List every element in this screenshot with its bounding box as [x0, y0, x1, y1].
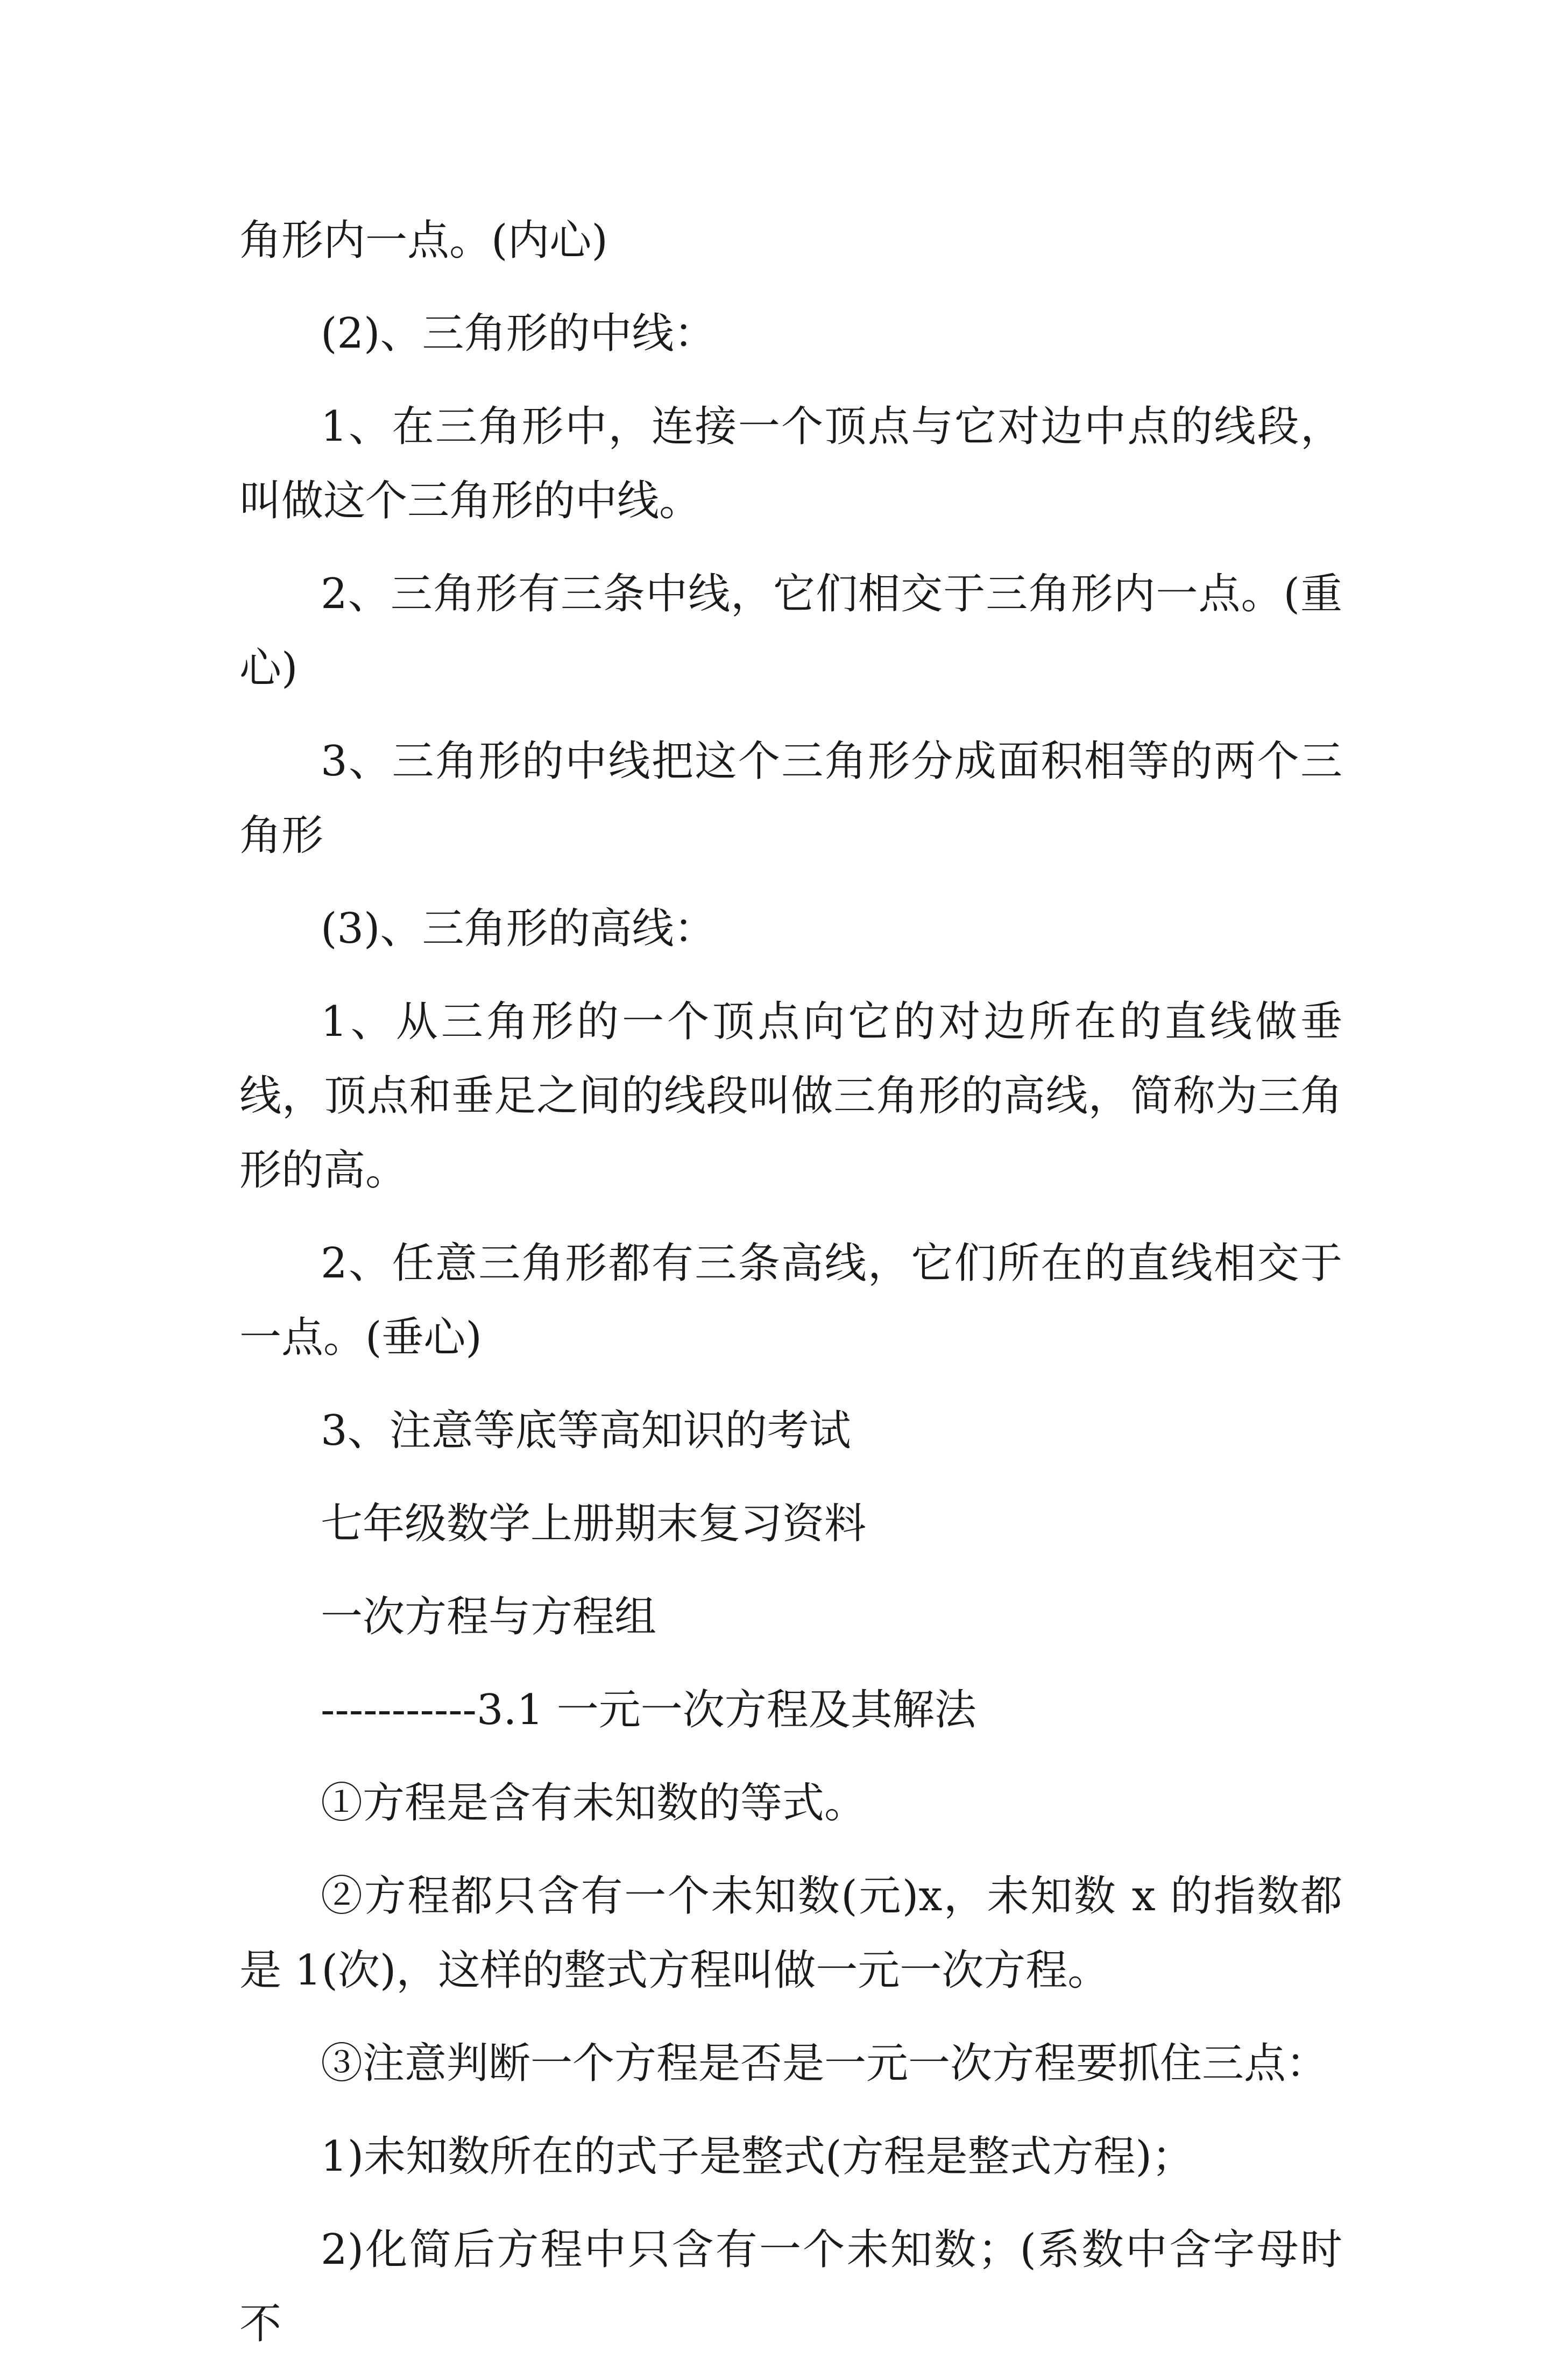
paragraph-9: 3、注意等底等高知识的考试 [321, 1407, 851, 1455]
paragraph-6: (3)、三角形的高线： [321, 905, 716, 953]
paragraph-7: 1、从三角形的一个顶点向它的对边所在的直线做垂线，顶点和垂足之间的线段叫做三角形的高线，简称为三角形的高。 [239, 998, 1342, 1195]
paragraph-5: 3、三角形的中线把这个三角形分成面积相等的两个三角形 [239, 737, 1342, 860]
paragraph-13: ①方程是含有未知数的等式。 [321, 1779, 867, 1827]
paragraph-4: 2、三角形有三条中线，它们相交于三角形内一点。(重心) [239, 570, 1342, 693]
paragraph-10: 七年级数学上册期末复习资料 [321, 1500, 867, 1548]
document-body [239, 203, 1342, 2380]
paragraph-8: 2、任意三角形都有三条高线，它们所在的直线相交于一点。(垂心) [239, 1239, 1342, 1362]
paragraph-1: 角形内一点。(内心) [239, 216, 608, 265]
paragraph-16: 1)未知数所在的式子是整式(方程是整式方程)； [321, 2132, 1194, 2181]
paragraph-17: 2)化简后方程中只含有一个未知数；(系数中含字母时不 [239, 2226, 1342, 2348]
paragraph-15: ③注意判断一个方程是否是一元一次方程要抓住三点： [321, 2039, 1328, 2088]
paragraph-11: 一次方程与方程组 [321, 1593, 657, 1641]
paragraph-3: 1、在三角形中，连接一个顶点与它对边中点的线段，叫做这个三角形的中线。 [239, 402, 1342, 525]
paragraph-14: ②方程都只含有一个未知数(元)x，未知数 x 的指数都是 1(次)，这样的整式方程叫做一元一次方程。 [239, 1872, 1342, 1995]
paragraph-2: (2)、三角形的中线： [321, 309, 716, 358]
paragraph-12: -----------3.1 一元一次方程及其解法 [321, 1686, 976, 1734]
